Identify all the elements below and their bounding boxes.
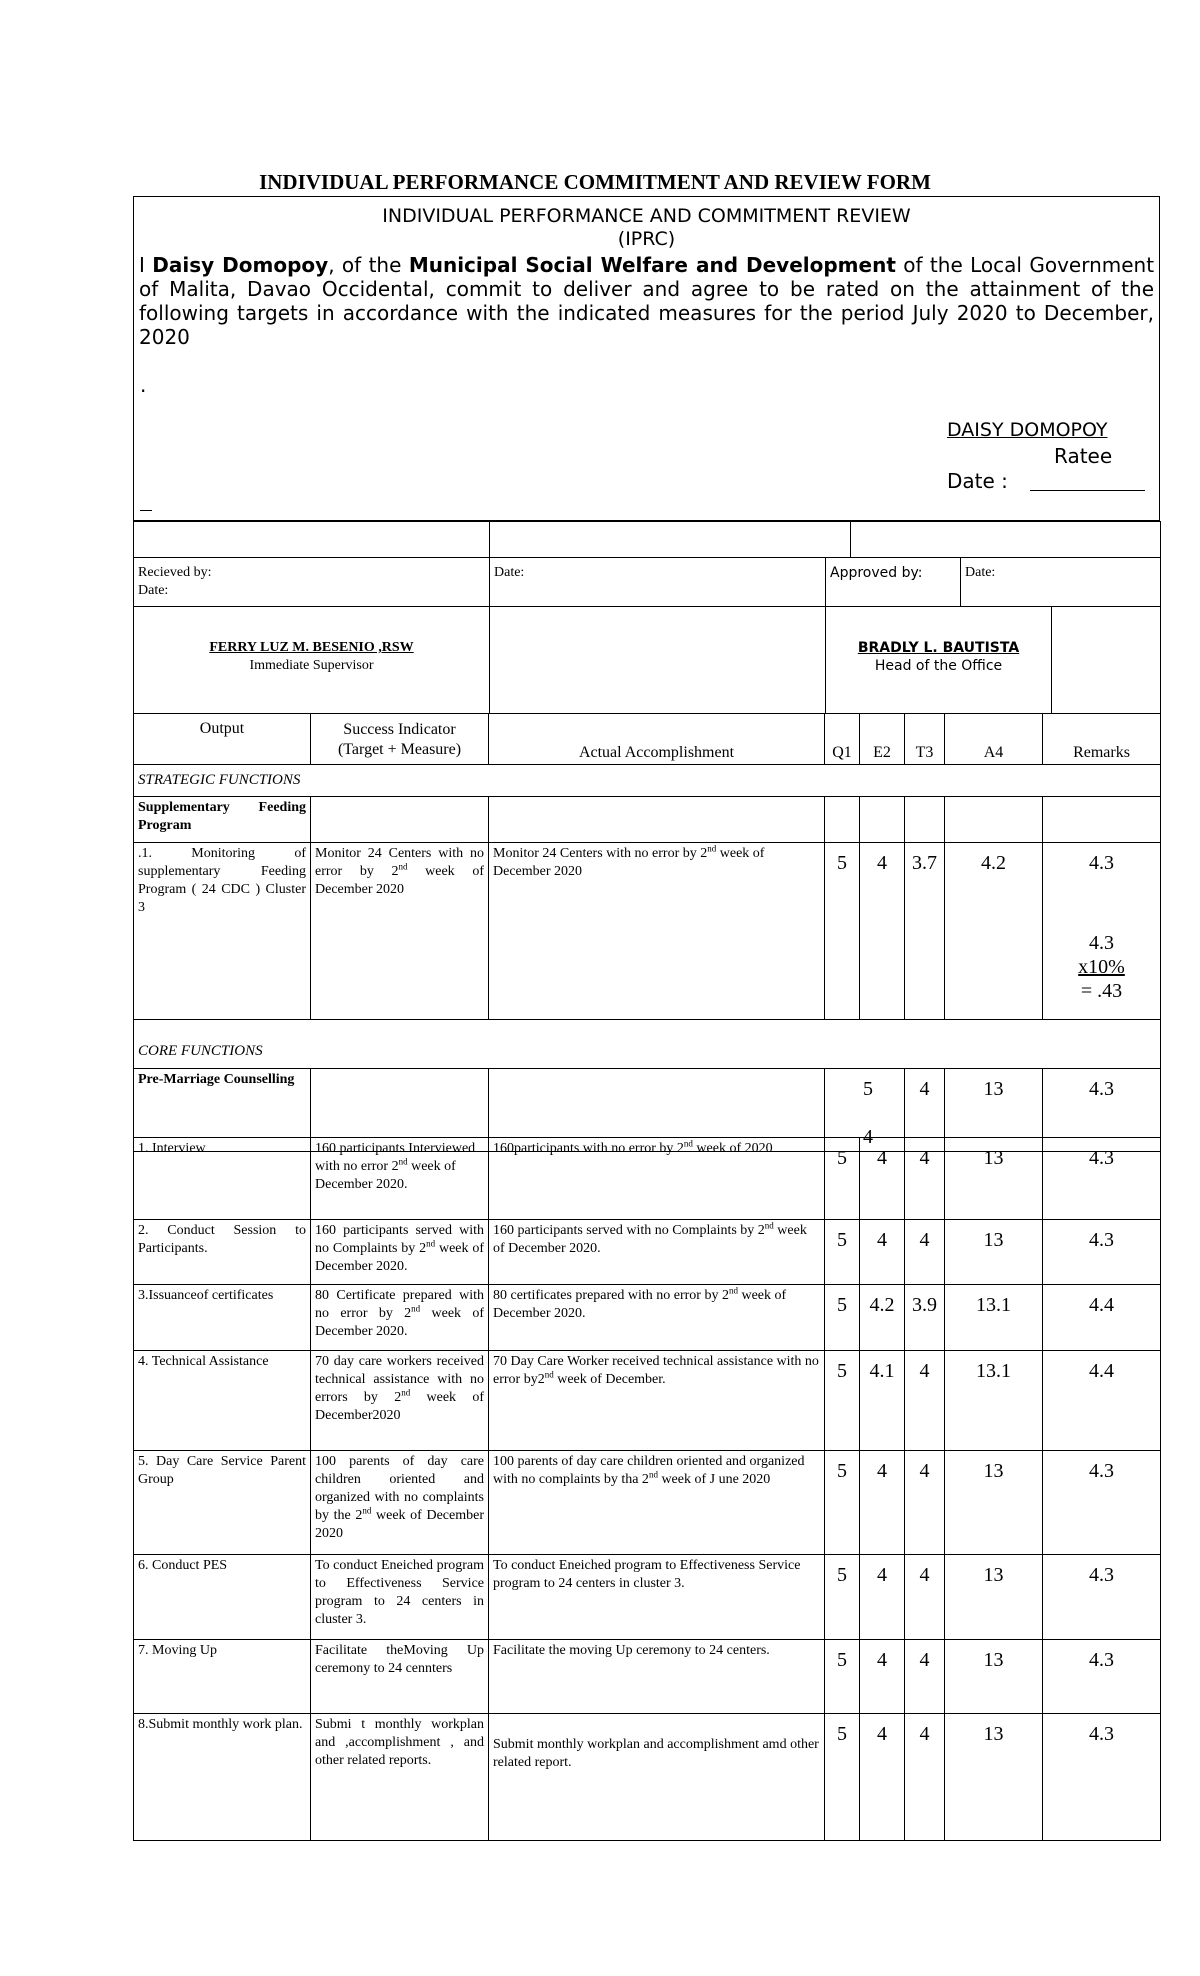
text: Monitor 24 Centers with no error by 2 [493, 846, 708, 861]
score-q1: 5 [825, 843, 860, 1020]
text: 160participants with no error by 2 [493, 1141, 684, 1156]
score-remarks: 4.3 [1043, 1220, 1161, 1285]
score-remarks: 4.3 [1043, 1451, 1161, 1555]
core-actual [489, 1451, 825, 1555]
score-q1: 5 [825, 1351, 860, 1451]
text: Facilitate the moving Up ceremony to 24 centers. [493, 1643, 770, 1658]
text: week of J une 2020 [657, 1472, 771, 1487]
score-remarks: 4.3 [1043, 1069, 1161, 1152]
core-program: Pre-Marriage Counselling [134, 1069, 311, 1152]
col-remarks: Remarks [1043, 714, 1161, 765]
commitment-heading [134, 205, 1159, 251]
core-row [134, 1555, 1161, 1640]
form-title-text: INDIVIDUAL PERFORMANCE COMMITMENT AND REVIEW FORM [259, 170, 931, 194]
score-remarks: 4.4 [1043, 1285, 1161, 1351]
signatory-table [133, 557, 1161, 607]
heading-line-2: (IPRC) [617, 228, 676, 250]
core-row [134, 1285, 1161, 1351]
spacer-cell [851, 522, 1161, 558]
remarks-gap [1047, 875, 1156, 931]
remarks-value: 4.3 [1089, 852, 1114, 874]
spacer-cell [490, 522, 851, 558]
strategic-indicator [311, 843, 489, 1020]
text-of-the: , of the [328, 253, 402, 277]
score-q1: 5 [863, 1078, 873, 1100]
signature-dash [140, 510, 152, 511]
signatory-name-row [134, 607, 1161, 714]
col-a4: A4 [945, 714, 1043, 765]
col-output: Output [134, 714, 311, 765]
score-a4: 13 [945, 1220, 1043, 1285]
core-output: 8.Submit monthly work plan. [134, 1714, 311, 1841]
col-t3: T3 [905, 714, 945, 765]
core-row [134, 1451, 1161, 1555]
text: week of December 2020. [315, 1241, 485, 1274]
score-a4: 13 [945, 1069, 1043, 1152]
spacer-row [134, 522, 1161, 558]
score-a4: 4.2 [945, 843, 1043, 1020]
core-actual [489, 1714, 825, 1841]
col-success-line-2: (Target + Measure) [337, 741, 462, 758]
approved-by-label: Approved by: [826, 558, 961, 607]
ratee-date-line [1030, 490, 1145, 491]
core-row [134, 1714, 1161, 1841]
text: week of December 2020 [315, 1508, 484, 1541]
core-label-row [134, 1020, 1161, 1069]
strategic-label-row [134, 765, 1161, 797]
score-q1: 5 [825, 1640, 860, 1714]
score-a4: 13.1 [945, 1285, 1043, 1351]
text: week of December 2020. [493, 1288, 787, 1321]
core-indicator [311, 1285, 489, 1351]
head-title: Head of the Office [874, 658, 1003, 674]
score-e2: 4 [860, 1138, 905, 1220]
core-row [134, 1138, 1161, 1220]
empty-cell [945, 797, 1043, 843]
blank-cell [1052, 607, 1161, 714]
text: 70 Day Care Worker received technical assistance with no error by2 [493, 1354, 819, 1387]
text: 160 participants Interviewed with no error 2 [315, 1141, 476, 1174]
spacer-table [133, 521, 1161, 558]
score-remarks: 4.3 [1043, 1555, 1161, 1640]
core-indicator [311, 1220, 489, 1285]
score-e2: 4 [860, 1220, 905, 1285]
score-a4: 13 [945, 1714, 1043, 1841]
commitment-statement [134, 253, 1159, 349]
text: 80 Certificate prepared with no error by 2 [315, 1288, 484, 1321]
heading-line-1: INDIVIDUAL PERFORMANCE AND COMMITMENT REVIEW [382, 205, 911, 227]
ratee-name: DAISY DOMOPOY [947, 419, 1108, 441]
score-t3: 4 [905, 1069, 945, 1152]
core-indicator [311, 1714, 489, 1841]
empty-cell [825, 797, 860, 843]
core-indicator [311, 1640, 489, 1714]
supervisor-title: Immediate Supervisor [249, 658, 374, 673]
column-header-row [134, 714, 1161, 765]
superscript: nd [398, 1156, 408, 1167]
score-e2: 4 [863, 1126, 873, 1148]
strategic-output: .1. Monitoring of supplementary Feeding Program ( 24 CDC ) Cluster 3 [134, 843, 311, 1020]
score-e2: 4 [860, 1555, 905, 1640]
score-t3: 4 [905, 1138, 945, 1220]
received-by-label: Recieved by: [138, 565, 212, 580]
text: week of December2020 [315, 1390, 484, 1423]
ratee-date-label: Date : [947, 469, 1008, 493]
superscript: nd [398, 861, 408, 872]
core-row [134, 1220, 1161, 1285]
core-functions-label: CORE FUNCTIONS [134, 1020, 1161, 1069]
empty-cell [311, 797, 489, 843]
superscript: nd [707, 843, 717, 854]
core-actual [489, 1220, 825, 1285]
text: Submi t monthly workplan and ,accomplishment , and other related reports. [315, 1717, 484, 1768]
core-actual [489, 1285, 825, 1351]
empty-cell [860, 797, 905, 843]
score-t3: 4 [905, 1555, 945, 1640]
office-name: Municipal Social Welfare and Development [408, 253, 896, 277]
score-q1: 5 [825, 1220, 860, 1285]
text: 160 participants served with no Complaints by 2 [493, 1223, 765, 1238]
col-success-indicator [311, 714, 489, 765]
core-output: 4. Technical Assistance [134, 1351, 311, 1451]
score-q1: 5 [825, 1138, 860, 1220]
score-e2: 4 [860, 1451, 905, 1555]
core-actual [489, 1138, 825, 1220]
score-t3: 4 [905, 1640, 945, 1714]
col-success-line-1: Success Indicator [343, 721, 456, 738]
core-indicator [311, 1351, 489, 1451]
score-e2: 4 [860, 843, 905, 1020]
score-a4: 13.1 [945, 1351, 1043, 1451]
form-title [0, 170, 1200, 195]
superscript: nd [426, 1238, 436, 1249]
empty-cell [489, 797, 825, 843]
spacer-cell [134, 522, 490, 558]
core-output: 1. Interview [134, 1138, 311, 1220]
strategic-program: Supplementary Feeding Program [134, 797, 311, 843]
core-row [134, 1351, 1161, 1451]
text: Submit monthly workplan and accomplishment amd other related report. [493, 1737, 819, 1770]
superscript: nd [401, 1387, 411, 1398]
text: 100 parents of day care children oriented and organized with no complaints by the 2 [315, 1454, 484, 1523]
score-a4: 13 [945, 1138, 1043, 1220]
employee-name: Daisy Domopoy [152, 253, 329, 277]
strategic-row [134, 843, 1161, 1020]
remarks-weight-percent: x10% [1078, 956, 1125, 978]
core-output: 6. Conduct PES [134, 1555, 311, 1640]
core-indicator [311, 1138, 489, 1220]
strategic-functions-label: STRATEGIC FUNCTIONS [134, 765, 1161, 797]
text: 70 day care workers received technical assistance with no errors by 2 [315, 1354, 484, 1405]
superscript: nd [411, 1303, 421, 1314]
score-a4: 13 [945, 1555, 1043, 1640]
core-output: 2. Conduct Session to Participants. [134, 1220, 311, 1285]
score-t3: 3.9 [905, 1285, 945, 1351]
signatory-name-table [133, 606, 1161, 714]
score-q1: 5 [825, 1555, 860, 1640]
text: week of December 2020. [315, 1306, 485, 1339]
performance-table [133, 713, 1161, 1152]
text: 80 certificates prepared with no error by 2 [493, 1288, 729, 1303]
score-e2: 4 [860, 1714, 905, 1841]
text: week of December 2020 [493, 846, 765, 879]
score-t3: 4 [905, 1220, 945, 1285]
approved-date-label: Date: [961, 558, 1161, 607]
text: 100 parents of day care children oriented and organized with no complaints by tha 2 [493, 1454, 805, 1487]
text: To conduct Eneiched program to Effectiveness Service program to 24 centers in cluster 3. [315, 1558, 484, 1627]
strategic-program-row [134, 797, 1161, 843]
empty-cell [905, 797, 945, 843]
head-name: BRADLY L. BAUTISTA [857, 640, 1020, 656]
score-q1: 5 [825, 1451, 860, 1555]
text-i: I [139, 253, 145, 277]
core-indicator [311, 1451, 489, 1555]
score-a4: 13 [945, 1640, 1043, 1714]
score-q1: 5 [825, 1285, 860, 1351]
score-remarks: 4.3 [1043, 1714, 1161, 1841]
score-t3: 4 [905, 1451, 945, 1555]
text: week of December. [553, 1372, 666, 1387]
text: week of December 2020. [315, 1159, 456, 1192]
core-indicator [311, 1555, 489, 1640]
score-a4: 13 [945, 1451, 1043, 1555]
superscript: nd [648, 1469, 658, 1480]
text: Facilitate theMoving Up ceremony to 24 cennters [315, 1643, 484, 1676]
blank-cell [490, 607, 826, 714]
col-e2: E2 [860, 714, 905, 765]
signatory-label-row [134, 558, 1161, 607]
core-output: 3.Issuanceof certificates [134, 1285, 311, 1351]
score-q1: 5 [825, 1714, 860, 1841]
score-t3: 4 [905, 1714, 945, 1841]
commitment-box [133, 196, 1160, 521]
head-cell [826, 607, 1052, 714]
text: 160 participants served with no Complaints by 2 [315, 1223, 484, 1256]
empty-cell [1043, 797, 1161, 843]
score-remarks: 4.3 [1043, 1640, 1161, 1714]
col-actual: Actual Accomplishment [489, 714, 825, 765]
strategic-actual [489, 843, 825, 1020]
score-e2: 4.2 [860, 1285, 905, 1351]
text: Monitor 24 Centers with no error by 2 [315, 846, 484, 879]
score-remarks: 4.3 [1043, 1138, 1161, 1220]
superscript: nd [683, 1138, 693, 1149]
superscript: nd [544, 1369, 554, 1380]
core-rows-table [133, 1137, 1161, 1841]
supervisor-cell [134, 607, 490, 714]
remarks-weight-base: 4.3 [1089, 932, 1114, 954]
core-actual [489, 1640, 825, 1714]
core-output: 7. Moving Up [134, 1640, 311, 1714]
core-actual [489, 1351, 825, 1451]
score-t3: 3.7 [905, 843, 945, 1020]
remarks-weight-result: = .43 [1080, 980, 1123, 1002]
strategic-remarks [1043, 843, 1161, 1020]
core-row [134, 1640, 1161, 1714]
ratee-label: Ratee [1054, 444, 1113, 468]
text: week of December 2020 [315, 864, 484, 897]
col-q1: Q1 [825, 714, 860, 765]
commitment-text: of the Local Government of Malita, Davao Occidental, commit to deliver and agree to be rated on the attainment of the following targets in accordance with the indicated measures for the period July 2020 to December, 2020 [139, 253, 1155, 349]
received-cell [134, 558, 490, 607]
superscript: nd [764, 1220, 774, 1231]
score-e2: 4 [860, 1640, 905, 1714]
superscript: nd [728, 1285, 738, 1296]
date-label: Date: [490, 558, 826, 607]
core-actual [489, 1555, 825, 1640]
received-date-label: Date: [138, 583, 169, 598]
supervisor-name: FERRY LUZ M. BESENIO ,RSW [209, 640, 414, 655]
period-dot: . [140, 373, 147, 397]
superscript: nd [362, 1505, 372, 1516]
core-output: 5. Day Care Service Parent Group [134, 1451, 311, 1555]
score-e2: 4.1 [860, 1351, 905, 1451]
text: week of 2020 [692, 1141, 773, 1156]
score-remarks: 4.4 [1043, 1351, 1161, 1451]
text: To conduct Eneiched program to Effectiveness Service program to 24 centers in cluster 3. [493, 1558, 801, 1591]
score-t3: 4 [905, 1351, 945, 1451]
text: week of December 2020. [493, 1223, 807, 1256]
